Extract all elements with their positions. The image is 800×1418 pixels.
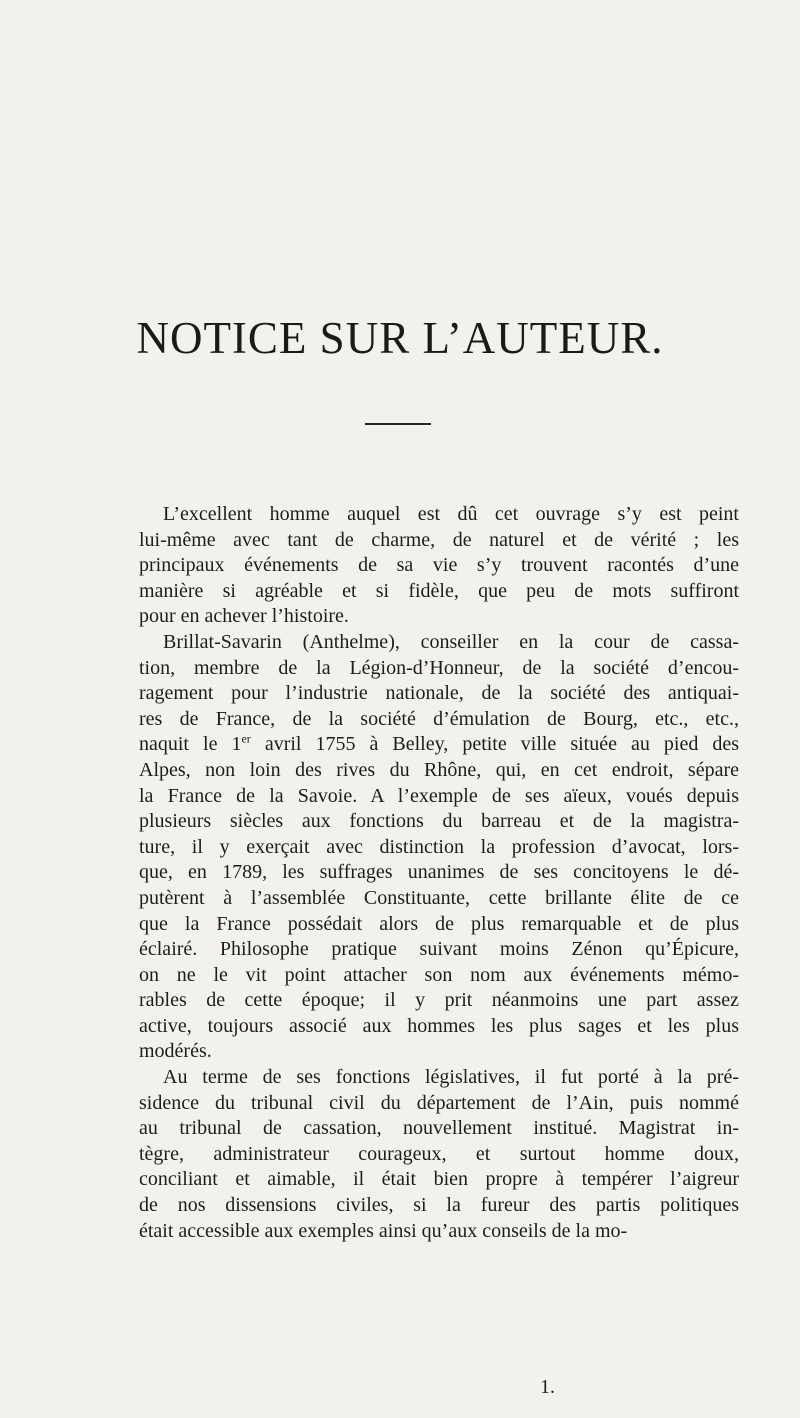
text-line: res de France, de la société d’émulation de Bourg, etc., etc., — [139, 707, 739, 730]
text-line: conciliant et aimable, il était bien propre à tempérer l’aigreur — [139, 1168, 739, 1191]
text-line: au tribunal de cassation, nouvellement institué. Magistrat in- — [139, 1117, 739, 1140]
chapter-title: NOTICE SUR L’AUTEUR. — [136, 313, 664, 363]
paragraph — [139, 502, 739, 630]
text-line: que la France possédait alors de plus remarquable et de plus — [139, 912, 739, 935]
text-line: Au terme de ses fonctions législatives, il fut porté à la pré- — [163, 1066, 739, 1089]
text-line: modérés. — [139, 1040, 212, 1063]
text-line: naquit le 1er avril 1755 à Belley, petite ville située au pied des — [139, 731, 739, 756]
text-line: putèrent à l’assemblée Constituante, cette brillante élite de ce — [139, 886, 739, 909]
title-divider — [365, 423, 431, 425]
text-line: sidence du tribunal civil du département de l’Ain, puis nommé — [139, 1091, 739, 1114]
text-line: de nos dissensions civiles, si la fureur des partis politiques — [139, 1194, 739, 1217]
text-line: on ne le vit point attacher son nom aux événements mémo- — [139, 963, 739, 986]
text-line: que, en 1789, les suffrages unanimes de ses concitoyens le dé- — [139, 861, 739, 884]
paragraph — [139, 630, 739, 1065]
paragraph — [139, 1065, 739, 1244]
text-line: lui-même avec tant de charme, de naturel et de vérité ; les — [139, 528, 739, 551]
text-line: plusieurs siècles aux fonctions du barreau et de la magistra- — [139, 810, 739, 833]
text-line: ragement pour l’industrie nationale, de la société des antiquai- — [139, 682, 739, 705]
page-number: 1. — [540, 1376, 555, 1398]
text-line: active, toujours associé aux hommes les plus sages et les plus — [139, 1014, 739, 1037]
text-line: tion, membre de la Légion-d’Honneur, de la société d’encou- — [139, 656, 739, 679]
body-text — [139, 502, 739, 1244]
text-line: éclairé. Philosophe pratique suivant moins Zénon qu’Épicure, — [139, 938, 739, 961]
text-line: Brillat-Savarin (Anthelme), conseiller en la cour de cassa- — [163, 630, 739, 653]
text-line: pour en achever l’histoire. — [139, 605, 349, 628]
text-line: principaux événements de sa vie s’y trouvent racontés d’une — [139, 554, 739, 577]
text-line: manière si agréable et si fidèle, que peu de mots suffiront — [139, 579, 739, 602]
text-line: Alpes, non loin des rives du Rhône, qui, en cet endroit, sépare — [139, 758, 739, 781]
text-line: ture, il y exerçait avec distinction la profession d’avocat, lors- — [139, 835, 739, 858]
text-line: la France de la Savoie. A l’exemple de ses aïeux, voués depuis — [139, 784, 739, 807]
text-line: L’excellent homme auquel est dû cet ouvrage s’y est peint — [163, 503, 739, 525]
text-line: rables de cette époque; il y prit néanmoins une part assez — [139, 989, 739, 1012]
text-line: était accessible aux exemples ainsi qu’aux conseils de la mo- — [139, 1219, 628, 1242]
text-line: tègre, administrateur courageux, et surtout homme doux, — [139, 1142, 739, 1165]
